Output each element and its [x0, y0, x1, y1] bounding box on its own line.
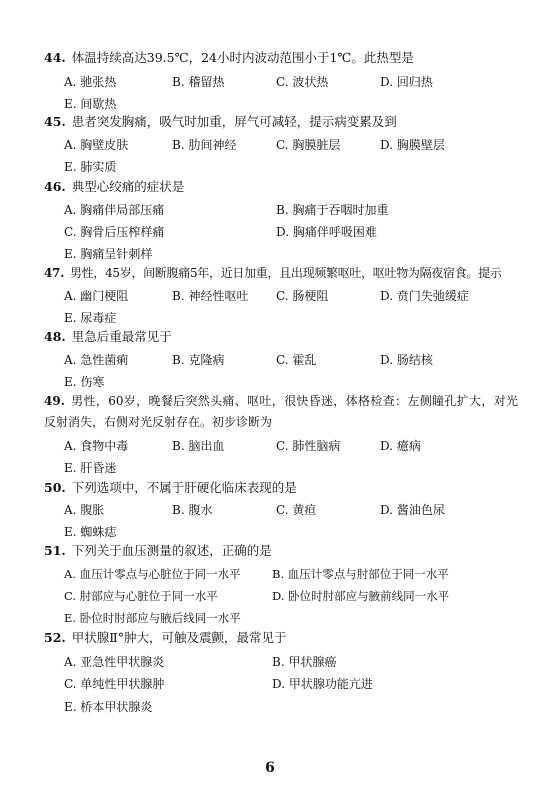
question-text: 男性，45岁，间断腹痛5年，近日加重，且出现频繁呕吐，呕吐物为隔夜宿食。提示: [69, 266, 502, 280]
question-stem: [44, 627, 518, 649]
question-number: 48.: [44, 329, 66, 344]
option-c: C. 波状热: [276, 75, 329, 89]
question-text: 甲状腺Ⅱ°肿大，可触及震颤，最常见于: [71, 630, 287, 645]
page-number: 6: [265, 760, 275, 776]
option-e: E. 尿毒症: [64, 311, 117, 325]
option-b: B. 肋间神经: [172, 138, 237, 152]
option-c: C. 肺性脑病: [276, 439, 341, 453]
question-number: 49.: [44, 394, 65, 408]
question-stem: [44, 391, 518, 433]
option-a: A. 急性菌痢: [64, 353, 129, 367]
option-e: E. 蜘蛛痣: [64, 525, 117, 539]
option-a: A. 食物中毒: [64, 439, 129, 453]
option-d: D. 回归热: [380, 75, 433, 89]
question-number: 46.: [44, 179, 66, 194]
question-stem: [44, 262, 518, 284]
option-b: B. 甲状腺癌: [272, 655, 337, 669]
question-text: 下列关于血压测量的叙述，正确的是: [71, 543, 272, 558]
option-e: E. 伤寒: [64, 375, 105, 389]
question-number: 44.: [44, 50, 66, 65]
option-c: C. 黄疸: [276, 503, 317, 517]
option-b: B. 克隆病: [172, 353, 225, 367]
option-c: C. 肘部应与心脏位于同一水平: [64, 589, 218, 603]
option-e: E. 肺实质: [64, 160, 117, 174]
option-e: E. 胸痛呈针刺样: [64, 247, 153, 261]
question-text: 典型心绞痛的症状是: [71, 179, 185, 194]
question-text: 患者突发胸痛，吸气时加重，屏气可减轻，提示病变累及到: [71, 114, 397, 129]
option-d: D. 贲门失弛缓症: [380, 289, 469, 303]
option-b: B. 腹水: [172, 503, 213, 517]
option-e: E. 肝昏迷: [64, 461, 117, 475]
question-stem: [44, 477, 518, 499]
option-a: A. 血压计零点与心脏位于同一水平: [64, 567, 241, 581]
option-c: C. 胸膜脏层: [276, 138, 341, 152]
question-number: 51.: [44, 543, 66, 558]
option-a: A. 亚急性甲状腺炎: [64, 655, 165, 669]
option-e: E. 桥本甲状腺炎: [64, 700, 153, 714]
question-number: 50.: [44, 480, 66, 495]
option-c: C. 单纯性甲状腺肿: [64, 677, 165, 691]
question-number: 47.: [44, 266, 64, 280]
question-text: 男性，60岁，晚餐后突然头痛、呕吐，很快昏迷，体格检查：左侧瞳孔扩大，对光反射消失，右侧对光反射存在。初步诊断为: [44, 394, 518, 429]
option-d: D. 卧位时肘部应与腋前线同一水平: [272, 589, 450, 603]
option-d: D. 胸膜壁层: [380, 138, 445, 152]
option-d: D. 胸痛伴呼吸困难: [276, 225, 377, 239]
option-d: D. 肠结核: [380, 353, 433, 367]
option-e: E. 卧位时肘部应与腋后线同一水平: [64, 611, 241, 625]
option-a: A. 胸痛伴局部压痛: [64, 203, 165, 217]
option-c: C. 霍乱: [276, 353, 317, 367]
question-stem: [44, 111, 518, 133]
option-e: E. 间歇热: [64, 97, 117, 111]
question-number: 52.: [44, 630, 66, 645]
option-b: B. 稽留热: [172, 75, 225, 89]
option-c: C. 胸骨后压榨样痛: [64, 225, 165, 239]
option-b: B. 脑出血: [172, 439, 225, 453]
question-text: 里急后重最常见于: [71, 329, 172, 344]
question-stem: [44, 540, 518, 562]
option-b: B. 神经性呕吐: [172, 289, 249, 303]
option-d: D. 酱油色尿: [380, 503, 445, 517]
option-d: D. 甲状腺功能亢进: [272, 677, 373, 691]
question-stem: [44, 326, 518, 348]
option-c: C. 肠梗阻: [276, 289, 329, 303]
question-text: 体温持续高达39.5℃，24小时内波动范围小于1℃。此热型是: [71, 50, 414, 65]
option-a: A. 幽门梗阻: [64, 289, 129, 303]
option-d: D. 癔病: [380, 439, 421, 453]
option-a: A. 腹胀: [64, 503, 105, 517]
question-number: 45.: [44, 114, 66, 129]
question-text: 下列选项中，不属于肝硬化临床表现的是: [71, 480, 297, 495]
option-b: B. 胸痛于吞咽时加重: [276, 203, 389, 217]
option-a: A. 胸壁皮肤: [64, 138, 129, 152]
option-a: A. 驰张热: [64, 75, 117, 89]
option-b: B. 血压计零点与肘部位于同一水平: [272, 567, 449, 581]
question-stem: [44, 47, 518, 69]
question-stem: [44, 176, 518, 198]
